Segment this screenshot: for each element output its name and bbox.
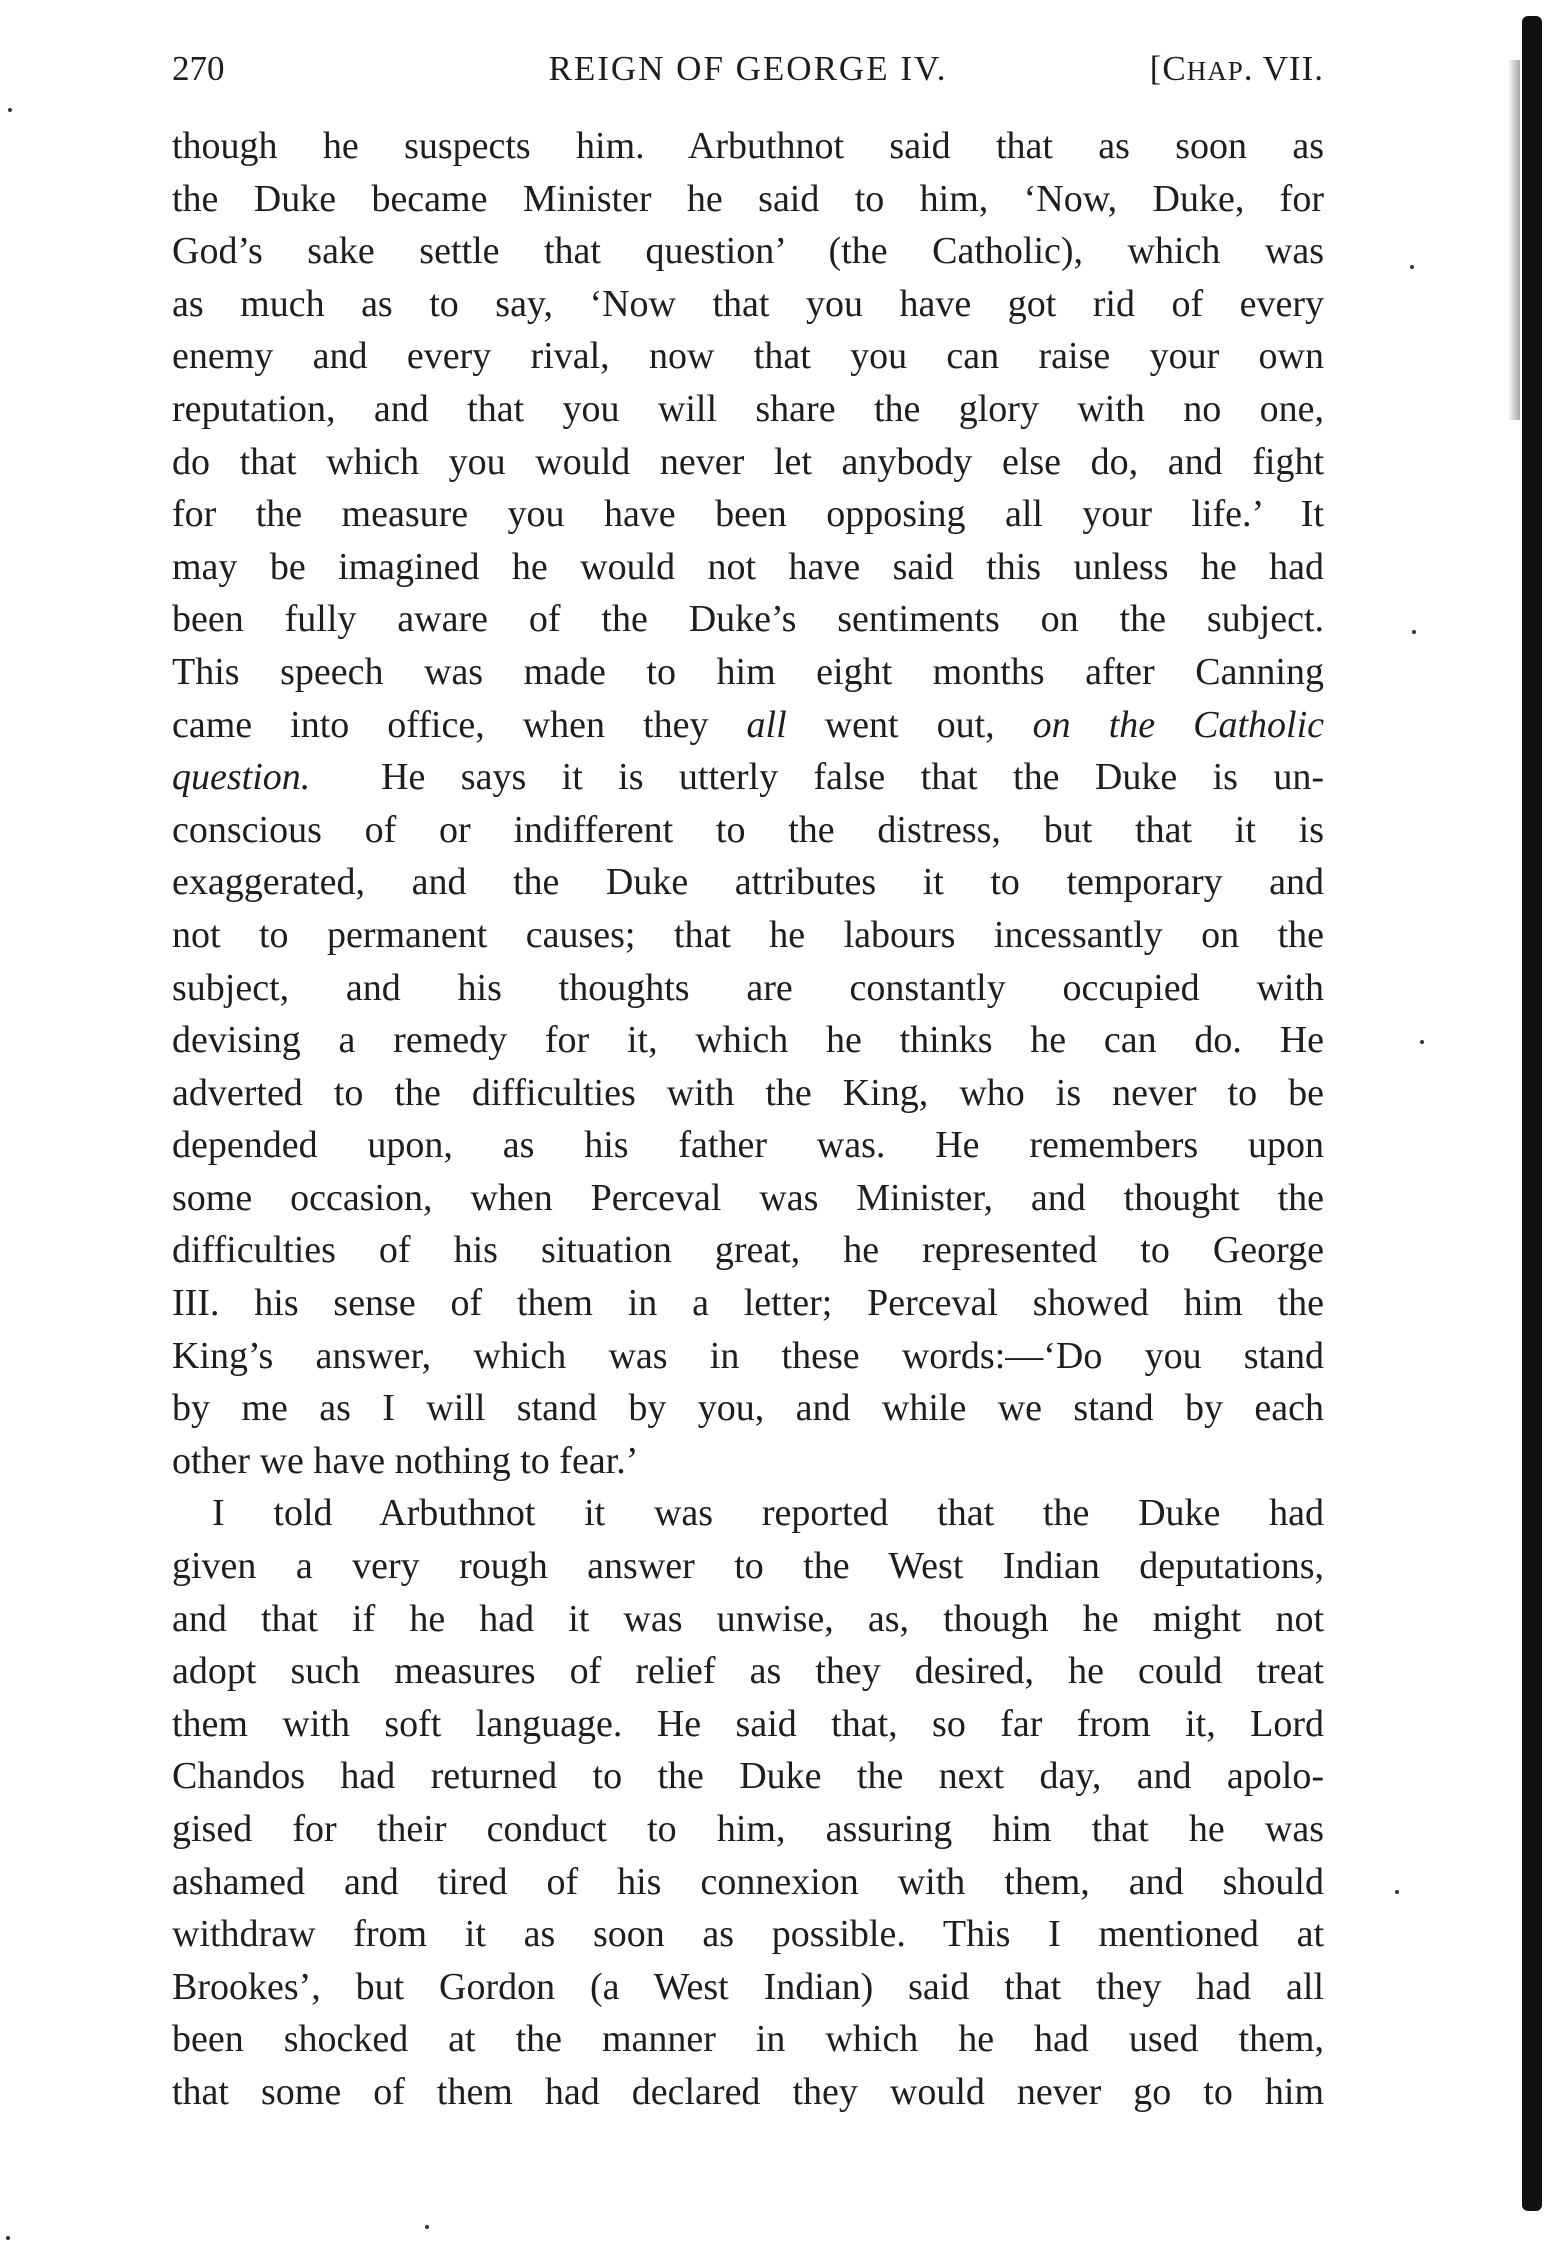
text-line: difficulties of his situation great, he represented to George bbox=[172, 1229, 1324, 1272]
italic-emphasis: question. bbox=[172, 756, 311, 799]
text-line: devising a remedy for it, which he thinks he can do. He bbox=[172, 1019, 1324, 1062]
text-line: may be imagined he would not have said this unless he had bbox=[172, 545, 1324, 588]
text-line bbox=[172, 751, 1324, 804]
text-line: though he suspects him. Arbuthnot said that as soon as bbox=[172, 125, 1324, 167]
body-text bbox=[172, 120, 1324, 2119]
scan-speck bbox=[8, 108, 12, 112]
scan-speck bbox=[1420, 1040, 1424, 1044]
text-line: them with soft language. He said that, so far from it, Lord bbox=[172, 1702, 1324, 1745]
spine-gradient bbox=[1508, 60, 1520, 420]
text-line: adverted to the difficulties with the King, who is never to be bbox=[172, 1071, 1324, 1114]
text-line: some occasion, when Perceval was Minister, and thought the bbox=[172, 1176, 1324, 1219]
text-line: Brookes’, but Gordon (a West Indian) said that they had all bbox=[172, 1965, 1324, 2008]
text-line: reputation, and that you will share the glory with no one, bbox=[172, 387, 1324, 430]
chapter-reference bbox=[1150, 38, 1324, 102]
text-segment: He says it is utterly false that the Duke is un- bbox=[381, 756, 1324, 799]
text-line: ashamed and tired of his connexion with them, and should bbox=[172, 1860, 1324, 1903]
text-line: other we have nothing to fear.’ bbox=[172, 1439, 639, 1482]
text-line: III. his sense of them in a letter; Perceval showed him the bbox=[172, 1282, 1324, 1325]
text-line: exaggerated, and the Duke attributes it to temporary and bbox=[172, 861, 1324, 904]
text-line: conscious of or indifferent to the distress, but that it is bbox=[172, 808, 1324, 851]
text-line: I told Arbuthnot it was reported that the Duke had bbox=[212, 1492, 1324, 1535]
text-line: do that which you would never let anybody else do, and fight bbox=[172, 440, 1324, 483]
text-line: withdraw from it as soon as possible. This I mentioned at bbox=[172, 1913, 1324, 1956]
scan-speck bbox=[1395, 1890, 1399, 1894]
text-line: Chandos had returned to the Duke the next day, and apolo- bbox=[172, 1755, 1324, 1798]
text-segment: went out, bbox=[824, 703, 995, 746]
running-title: REIGN OF GEORGE IV. bbox=[548, 49, 948, 88]
spine-band bbox=[1522, 16, 1542, 2211]
text-line: been shocked at the manner in which he had used them, bbox=[172, 2018, 1324, 2061]
text-line bbox=[172, 699, 1324, 752]
text-line: subject, and his thoughts are constantly occupied with bbox=[172, 966, 1324, 1009]
text-line: King’s answer, which was in these words:—‘Do you stand bbox=[172, 1334, 1324, 1377]
chapter-suffix: . VII. bbox=[1243, 49, 1324, 88]
text-line: that some of them had declared they would never go to him bbox=[172, 2070, 1324, 2113]
italic-emphasis: all bbox=[746, 703, 787, 746]
text-line: enemy and every rival, now that you can raise your own bbox=[172, 335, 1324, 378]
text-line: not to permanent causes; that he labours incessantly on the bbox=[172, 913, 1324, 956]
scan-speck bbox=[425, 2225, 429, 2229]
scan-speck bbox=[6, 2236, 10, 2240]
text-line: God’s sake settle that question’ (the Catholic), which was bbox=[172, 230, 1324, 273]
text-line: as much as to say, ‘Now that you have got rid of every bbox=[172, 282, 1324, 325]
text-line: gised for their conduct to him, assuring him that he was bbox=[172, 1808, 1324, 1850]
scan-speck bbox=[1410, 265, 1414, 269]
text-line: given a very rough answer to the West Indian deputations, bbox=[172, 1545, 1324, 1588]
text-line: been fully aware of the Duke’s sentiments on the subject. bbox=[172, 598, 1324, 641]
chapter-prefix: [C bbox=[1149, 49, 1187, 88]
text-line: This speech was made to him eight months after Canning bbox=[172, 650, 1324, 693]
chapter-small-caps: HAP bbox=[1186, 56, 1244, 86]
italic-emphasis: on the Catholic bbox=[1032, 703, 1325, 746]
text-segment: came into office, when they bbox=[172, 703, 709, 746]
scan-speck bbox=[1412, 630, 1416, 634]
text-line: adopt such measures of relief as they desired, he could treat bbox=[172, 1650, 1324, 1693]
text-line: by me as I will stand by you, and while we stand by each bbox=[172, 1387, 1324, 1430]
text-line: for the measure you have been opposing all your life.’ It bbox=[172, 493, 1324, 536]
book-spine-shadow bbox=[1508, 0, 1559, 2253]
text-line: the Duke became Minister he said to him, ‘Now, Duke, for bbox=[172, 177, 1324, 220]
running-header bbox=[172, 38, 1324, 100]
text-line: and that if he had it was unwise, as, though he might not bbox=[172, 1597, 1324, 1640]
text-line: depended upon, as his father was. He remembers upon bbox=[172, 1124, 1324, 1167]
page-number: 270 bbox=[172, 49, 225, 88]
